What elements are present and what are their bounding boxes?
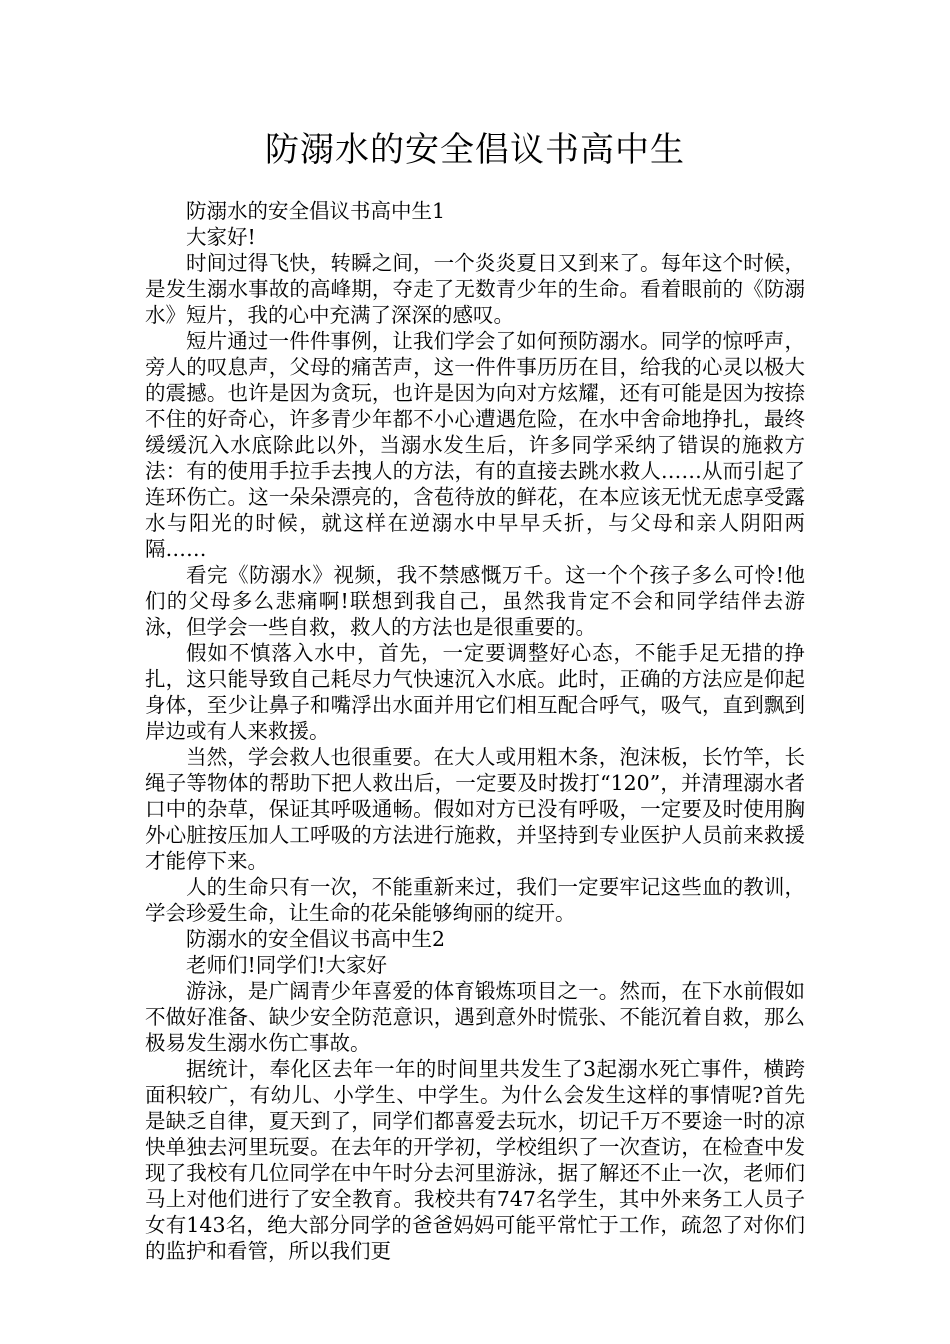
paragraph: 当然，学会救人也很重要。在大人或用粗木条，泡沫板，长竹竿，长绳子等物体的帮助下把人救出后，一定要及时拨打“120”，并清理溺水者口中的杂草，保证其呼吸通畅。假如对方已没有呼吸，一定要及时使用胸外心脏按压加人工呼吸的方法进行施救，并坚持到专业医护人员前来救援才能停下来。	[145, 745, 805, 873]
greeting-1: 大家好!	[186, 225, 256, 249]
paragraph: 游泳，是广阔青少年喜爱的体育锻炼项目之一。然而，在下水前假如不做好准备、缺少安全防范意识，遇到意外时慌张、不能沉着自救，那么极易发生溺水伤亡事故。	[145, 979, 805, 1055]
paragraph: 看完《防溺水》视频，我不禁感慨万千。这一个个孩子多么可怜!他们的父母多么悲痛啊!联想到我自己，虽然我肯定不会和同学结伴去游泳，但学会一些自救，救人的方法也是很重要的。	[145, 563, 805, 639]
greeting-2: 老师们!同学们!大家好	[186, 953, 387, 977]
paragraph: 人的生命只有一次，不能重新来过，我们一定要牢记这些血的教训，学会珍爱生命，让生命的花朵能够绚丽的绽开。	[145, 875, 805, 925]
document-body	[145, 198, 805, 1264]
paragraph: 假如不慎落入水中，首先，一定要调整好心态，不能手足无措的挣扎，这只能导致自己耗尽力气快速沉入水底。此时，正确的方法应是仰起身体，至少让鼻子和嘴浮出水面并用它们相互配合呼气，吸气，直到飘到岸边或有人来救援。	[145, 641, 805, 743]
paragraph: 时间过得飞快，转瞬之间，一个炎炎夏日又到来了。每年这个时候，是发生溺水事故的高峰期，夺走了无数青少年的生命。看着眼前的《防溺水》短片，我的心中充满了深深的感叹。	[145, 251, 805, 327]
document-title: 防溺水的安全倡议书高中生	[265, 130, 685, 170]
section-heading-2: 防溺水的安全倡议书高中生2	[186, 927, 446, 951]
paragraph: 据统计，奉化区去年一年的时间里共发生了3起溺水死亡事件，横跨面积较广，有幼儿、小学生、中学生。为什么会发生这样的事情呢?首先是缺乏自律，夏天到了，同学们都喜爱去玩水，切记千万不要途一时的凉快单独去河里玩耍。在去年的开学初，学校组织了一次查访，在检查中发现了我校有几位同学在中午时分去河里游泳，据了解还不止一次，老师们马上对他们进行了安全教育。我校共有747名学生，其中外来务工人员子女有143名，绝大部分同学的爸爸妈妈可能平常忙于工作，疏忽了对你们的监护和看管，所以我们更	[145, 1057, 805, 1263]
paragraph: 短片通过一件件事例，让我们学会了如何预防溺水。同学的惊呼声，旁人的叹息声，父母的痛苦声，这一件件事历历在目，给我的心灵以极大的震撼。也许是因为贪玩，也许是因为向对方炫耀，还有可能是因为按捺不住的好奇心，许多青少年都不小心遭遇危险，在水中舍命地挣扎，最终缓缓沉入水底除此以外，当溺水发生后，许多同学采纳了错误的施救方法：有的使用手拉手去拽人的方法，有的直接去跳水救人……从而引起了连环伤亡。这一朵朵漂亮的，含苞待放的鲜花，在本应该无忧无虑享受露水与阳光的时候，就这样在逆溺水中早早夭折，与父母和亲人阴阳两隔……	[145, 329, 805, 561]
section-heading-1: 防溺水的安全倡议书高中生1	[186, 199, 446, 223]
